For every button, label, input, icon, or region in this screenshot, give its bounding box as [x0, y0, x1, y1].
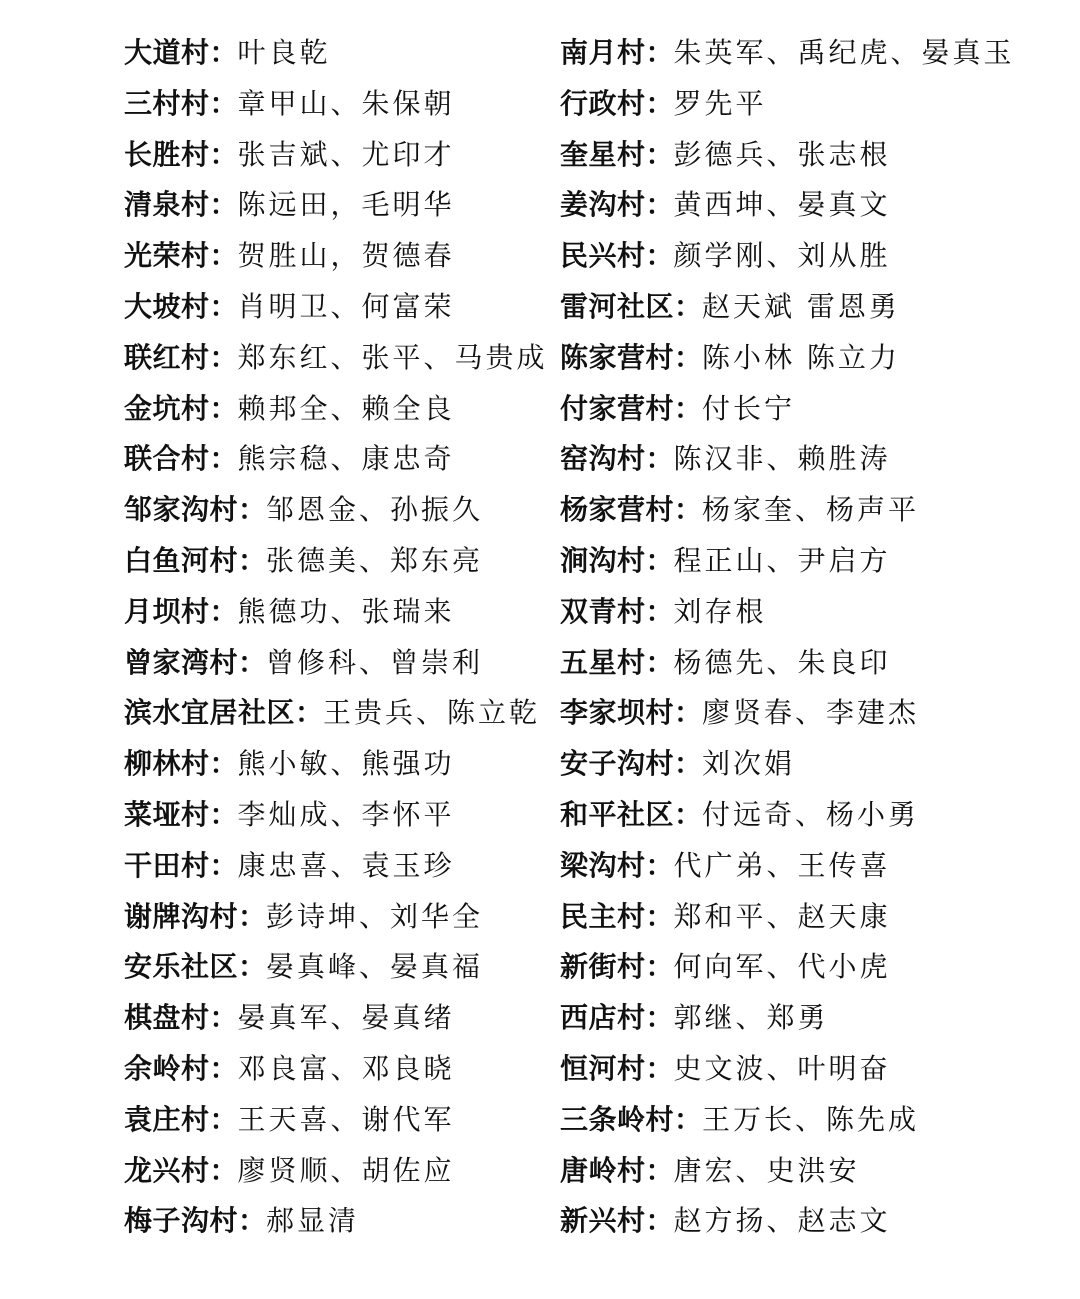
- village-entry: [560, 688, 1060, 739]
- label-separator: ：: [674, 696, 703, 730]
- label-separator: ：: [645, 645, 674, 679]
- label-separator: ：: [674, 289, 703, 323]
- village-name: 干田村: [124, 848, 210, 882]
- village-entry: [124, 434, 554, 485]
- label-separator: ：: [645, 848, 674, 882]
- village-entry: [124, 841, 554, 892]
- person-names: 郭继、郑勇: [673, 1001, 829, 1035]
- label-separator: ：: [209, 36, 238, 69]
- label-separator: ：: [209, 1153, 238, 1187]
- person-names: 王天喜、谢代军: [237, 1102, 455, 1136]
- village-name: 三村村: [124, 86, 210, 120]
- label-separator: ：: [645, 899, 674, 933]
- person-names: 康忠喜、袁玉珍: [237, 848, 455, 882]
- person-names: 付远奇、杨小勇: [702, 797, 920, 831]
- village-name: 三条岭村: [560, 1102, 675, 1136]
- village-entry: [124, 28, 554, 79]
- village-entry: [124, 993, 554, 1044]
- label-separator: ：: [645, 950, 674, 984]
- village-name: 联合村: [124, 442, 210, 476]
- village-name: 奎星村: [560, 137, 646, 171]
- label-separator: ：: [209, 188, 238, 222]
- label-separator: ：: [209, 594, 238, 628]
- village-name: 杨家营村: [560, 493, 675, 527]
- village-name: 付家营村: [560, 391, 675, 425]
- person-names: 杨家奎、杨声平: [702, 493, 920, 527]
- village-entry: [560, 79, 1060, 130]
- village-name: 白鱼河村: [124, 543, 239, 577]
- label-separator: ：: [209, 747, 238, 781]
- village-name: 谢牌沟村: [124, 899, 239, 933]
- village-name: 雷河社区: [560, 289, 675, 323]
- village-entry: [560, 587, 1060, 638]
- village-name: 梁沟村: [560, 848, 646, 882]
- label-separator: ：: [209, 1001, 238, 1035]
- village-name: 行政村: [560, 86, 646, 120]
- label-separator: ：: [674, 797, 703, 831]
- label-separator: ：: [238, 950, 267, 984]
- label-separator: ：: [209, 1102, 238, 1136]
- village-name: 西店村: [560, 1001, 646, 1035]
- village-entry: [124, 942, 554, 993]
- person-names: 贺胜山，贺德春: [237, 239, 455, 273]
- village-entry: [560, 434, 1060, 485]
- village-name: 袁庄村: [124, 1102, 210, 1136]
- label-separator: ：: [209, 1051, 238, 1085]
- village-name: 联红村: [124, 340, 210, 374]
- person-names: 黄西坤、晏真文: [673, 188, 891, 222]
- person-names: 李灿成、李怀平: [237, 797, 455, 831]
- village-name: 民兴村: [560, 239, 646, 273]
- village-name: 曾家湾村: [124, 645, 239, 679]
- village-entry: [560, 841, 1060, 892]
- village-entry: [560, 993, 1060, 1044]
- person-names: 邓良富、邓良晓: [237, 1051, 455, 1085]
- person-names: 刘次娟: [702, 747, 796, 781]
- village-entry: [560, 942, 1060, 993]
- village-entry: [124, 384, 554, 435]
- village-entry: [124, 282, 554, 333]
- village-entry: [560, 892, 1060, 943]
- village-name: 清泉村: [124, 188, 210, 222]
- village-entry: [124, 688, 554, 739]
- person-names: 熊小敏、熊强功: [237, 747, 455, 781]
- village-name: 恒河村: [560, 1051, 646, 1085]
- village-name: 大道村: [124, 36, 210, 69]
- village-name: 新兴村: [560, 1204, 646, 1238]
- village-entry: [124, 739, 554, 790]
- village-name: 唐岭村: [560, 1153, 646, 1187]
- person-names: 罗先平: [673, 86, 767, 120]
- village-entry: [560, 333, 1060, 384]
- village-entry: [560, 790, 1060, 841]
- person-names: 何向军、代小虎: [673, 950, 891, 984]
- village-name: 姜沟村: [560, 188, 646, 222]
- village-name: 菜垭村: [124, 797, 210, 831]
- label-separator: ：: [645, 1051, 674, 1085]
- label-separator: ：: [209, 442, 238, 476]
- person-names: 史文波、叶明奋: [673, 1051, 891, 1085]
- village-name: 安子沟村: [560, 747, 675, 781]
- village-name: 棋盘村: [124, 1001, 210, 1035]
- person-names: 赵天斌 雷恩勇: [702, 289, 900, 323]
- person-names: 陈小林 陈立力: [702, 340, 900, 374]
- person-names: 程正山、尹启方: [673, 543, 891, 577]
- person-names: 晏真峰、晏真福: [266, 950, 484, 984]
- person-names: 廖贤春、李建杰: [702, 696, 920, 730]
- label-separator: ：: [674, 340, 703, 374]
- village-entry: [124, 180, 554, 231]
- village-entry: [124, 485, 554, 536]
- village-entry: [560, 485, 1060, 536]
- village-name: 南月村: [560, 36, 646, 69]
- village-entry: [124, 1044, 554, 1095]
- person-names: 郝显清: [266, 1204, 360, 1238]
- person-names: 熊宗稳、康忠奇: [237, 442, 455, 476]
- person-names: 陈汉非、赖胜涛: [673, 442, 891, 476]
- village-entry: [124, 587, 554, 638]
- person-names: 朱英军、禹纪虎、晏真玉: [673, 36, 1015, 69]
- person-names: 王贵兵、陈立乾: [323, 696, 541, 730]
- person-names: 曾修科、曾崇利: [266, 645, 484, 679]
- village-entry: [560, 1196, 1060, 1247]
- label-separator: ：: [674, 493, 703, 527]
- village-entry: [124, 1095, 554, 1146]
- label-separator: ：: [645, 543, 674, 577]
- village-entry: [560, 1146, 1060, 1197]
- village-name: 安乐社区: [124, 950, 239, 984]
- person-names: 张吉斌、尤印才: [237, 137, 455, 171]
- label-separator: ：: [645, 442, 674, 476]
- label-separator: ：: [209, 239, 238, 273]
- person-names: 晏真军、晏真绪: [237, 1001, 455, 1035]
- label-separator: ：: [645, 86, 674, 120]
- person-names: 刘存根: [673, 594, 767, 628]
- village-entry: [560, 130, 1060, 181]
- label-separator: ：: [645, 36, 674, 69]
- person-names: 彭德兵、张志根: [673, 137, 891, 171]
- person-names: 郑和平、赵天康: [673, 899, 891, 933]
- person-names: 章甲山、朱保朝: [237, 86, 455, 120]
- person-names: 廖贤顺、胡佐应: [237, 1153, 455, 1187]
- village-entry: [560, 28, 1060, 79]
- person-names: 叶良乾: [237, 36, 331, 69]
- village-entry: [124, 1146, 554, 1197]
- village-entry: [560, 384, 1060, 435]
- village-entry: [124, 79, 554, 130]
- village-name: 窑沟村: [560, 442, 646, 476]
- village-entry: [124, 130, 554, 181]
- person-names: 付长宁: [702, 391, 796, 425]
- label-separator: ：: [209, 137, 238, 171]
- village-name: 月坝村: [124, 594, 210, 628]
- village-name: 李家坝村: [560, 696, 675, 730]
- village-entry: [560, 1044, 1060, 1095]
- village-name: 大坡村: [124, 289, 210, 323]
- label-separator: ：: [674, 1102, 703, 1136]
- person-names: 赖邦全、赖全良: [237, 391, 455, 425]
- village-name: 滨水宜居社区: [124, 696, 296, 730]
- label-separator: ：: [645, 594, 674, 628]
- label-separator: ：: [645, 239, 674, 273]
- village-entry: [124, 892, 554, 943]
- village-name: 陈家营村: [560, 340, 675, 374]
- village-entry: [560, 282, 1060, 333]
- person-names: 熊德功、张瑞来: [237, 594, 455, 628]
- village-name: 涧沟村: [560, 543, 646, 577]
- village-entry: [560, 180, 1060, 231]
- village-name: 龙兴村: [124, 1153, 210, 1187]
- person-names: 肖明卫、何富荣: [237, 289, 455, 323]
- village-name: 新街村: [560, 950, 646, 984]
- village-entry: [124, 536, 554, 587]
- village-entry: [124, 333, 554, 384]
- village-name: 柳林村: [124, 747, 210, 781]
- label-separator: ：: [209, 289, 238, 323]
- label-separator: ：: [238, 899, 267, 933]
- label-separator: ：: [645, 1204, 674, 1238]
- person-names: 邹恩金、孙振久: [266, 493, 484, 527]
- village-entry: [124, 790, 554, 841]
- village-entry: [560, 638, 1060, 689]
- left-column: [124, 28, 554, 1247]
- right-column: [560, 28, 1060, 1247]
- label-separator: ：: [238, 493, 267, 527]
- label-separator: ：: [209, 797, 238, 831]
- village-name: 余岭村: [124, 1051, 210, 1085]
- label-separator: ：: [238, 1204, 267, 1238]
- village-entry: [560, 1095, 1060, 1146]
- person-names: 颜学刚、刘从胜: [673, 239, 891, 273]
- label-separator: ：: [645, 1001, 674, 1035]
- village-name: 和平社区: [560, 797, 675, 831]
- label-separator: ：: [209, 340, 238, 374]
- village-entry: [560, 536, 1060, 587]
- person-names: 代广弟、王传喜: [673, 848, 891, 882]
- village-name: 民主村: [560, 899, 646, 933]
- village-name: 梅子沟村: [124, 1204, 239, 1238]
- person-names: 彭诗坤、刘华全: [266, 899, 484, 933]
- label-separator: ：: [674, 391, 703, 425]
- village-entry: [560, 739, 1060, 790]
- person-names: 陈远田，毛明华: [237, 188, 455, 222]
- label-separator: ：: [645, 137, 674, 171]
- village-name-list: [0, 28, 1080, 1278]
- person-names: 赵方扬、赵志文: [673, 1204, 891, 1238]
- label-separator: ：: [674, 747, 703, 781]
- village-name: 光荣村: [124, 239, 210, 273]
- village-entry: [124, 1196, 554, 1247]
- label-separator: ：: [209, 86, 238, 120]
- label-separator: ：: [645, 188, 674, 222]
- label-separator: ：: [209, 391, 238, 425]
- village-name: 五星村: [560, 645, 646, 679]
- village-entry: [124, 638, 554, 689]
- village-name: 双青村: [560, 594, 646, 628]
- label-separator: ：: [238, 645, 267, 679]
- label-separator: ：: [238, 543, 267, 577]
- village-name: 长胜村: [124, 137, 210, 171]
- label-separator: ：: [295, 696, 324, 730]
- village-name: 邹家沟村: [124, 493, 239, 527]
- person-names: 郑东红、张平、马贵成: [237, 340, 548, 374]
- person-names: 王万长、陈先成: [702, 1102, 920, 1136]
- village-name: 金坑村: [124, 391, 210, 425]
- village-entry: [124, 231, 554, 282]
- person-names: 张德美、郑东亮: [266, 543, 484, 577]
- person-names: 杨德先、朱良印: [673, 645, 891, 679]
- village-entry: [560, 231, 1060, 282]
- label-separator: ：: [645, 1153, 674, 1187]
- person-names: 唐宏、史洪安: [673, 1153, 860, 1187]
- label-separator: ：: [209, 848, 238, 882]
